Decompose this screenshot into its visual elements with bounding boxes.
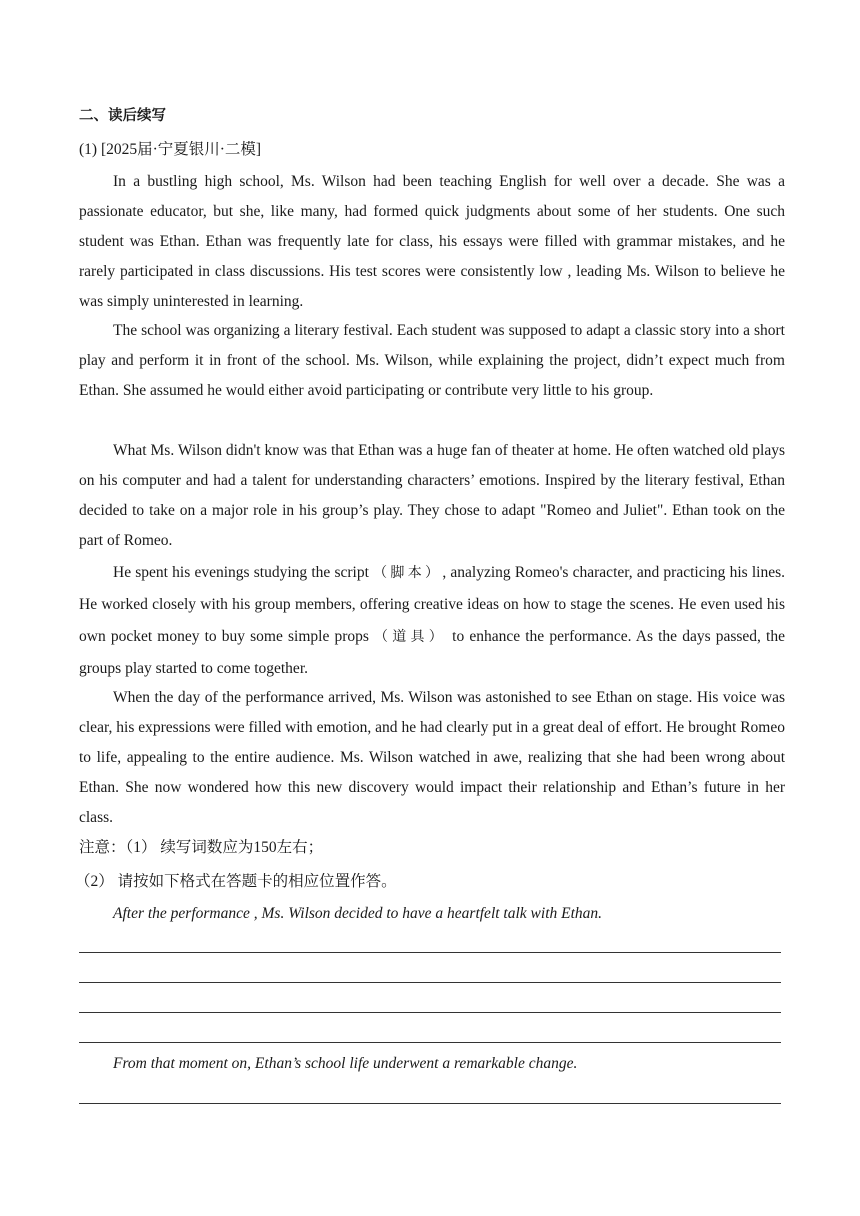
- answer-line[interactable]: [79, 1012, 781, 1013]
- continuation-prompt-2: From that moment on, Ethan’s school life underwent a remarkable change.: [113, 1055, 578, 1072]
- paragraph-4-part-1: He spent his evenings studying the script: [113, 564, 374, 581]
- note-word-count: 注意：（1） 续写词数应为150左右；: [79, 839, 324, 856]
- gloss-props: （道具）: [374, 629, 448, 645]
- passage-paragraph-5: When the day of the performance arrived, Ms. Wilson was astonished to see Ethan on stage. His voice was clear, his expressions were filled with emotion, and he had clearly put in a great deal of effort. He brought Romeo to life, appealing to the entire audience. Ms. Wilson watched in awe, realizing that she had been wrong about Ethan. She now wondered how this new discovery would impact their relationship and Ethan’s future in her class.: [79, 689, 785, 826]
- passage-paragraph-2: The school was organizing a literary festival. Each student was supposed to adapt a classic story into a short play and perform it in front of the school. Ms. Wilson, while explaining the project, didn’t expect much from Ethan. She assumed he would either avoid participating or contribute very little to his group.: [79, 322, 785, 399]
- question-source: (1) [2025届·宁夏银川·二模]: [79, 141, 262, 158]
- answer-line[interactable]: [79, 1103, 781, 1104]
- section-title: 二、读后续写: [79, 108, 166, 124]
- answer-line[interactable]: [79, 952, 781, 953]
- passage-paragraph-3: What Ms. Wilson didn't know was that Ethan was a huge fan of theater at home. He often watched old plays on his computer and had a talent for understanding characters’ emotions. Inspired by the literary festival, Ethan decided to take on a major role in his group’s play. They chose to adapt "Romeo and Juliet". Ethan took on the part of Romeo.: [79, 442, 785, 549]
- passage-paragraph-4: [79, 557, 785, 685]
- passage-paragraph-1: In a bustling high school, Ms. Wilson had been teaching English for well over a decade. She was a passionate educator, but she, like many, had formed quick judgments about some of her students. One such student was Ethan. Ethan was frequently late for class, his essays were filled with grammar mistakes, and he rarely participated in class discussions. His test scores were consistently low , leading Ms. Wilson to believe he was simply uninterested in learning.: [79, 173, 785, 310]
- answer-line[interactable]: [79, 1042, 781, 1043]
- paragraph-4-part-3: to enhance the performance. As the days passed, the groups play started to come together.: [79, 628, 785, 677]
- paragraph-4-part-2: , analyzing Romeo's character, and practicing his lines. He worked closely with his group members, offering creative ideas on how to stage the scenes. He even used his own pocket money to buy some simple props: [79, 564, 786, 645]
- note-answer-format: （2） 请按如下格式在答题卡的相应位置作答。: [75, 873, 397, 890]
- answer-line[interactable]: [79, 982, 781, 983]
- continuation-prompt-1: After the performance , Ms. Wilson decided to have a heartfelt talk with Ethan.: [113, 905, 603, 922]
- gloss-script: （脚本）: [373, 565, 443, 581]
